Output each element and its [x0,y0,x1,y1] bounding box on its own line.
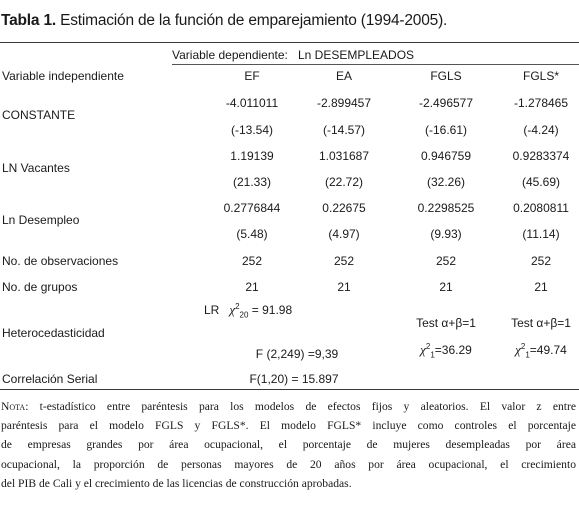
note-line: paréntesis para el modelo FGLS y FGLS*. El modelo FGLS* incluye como controles el porcentaje [1,419,576,433]
value-cell: 21 [439,280,453,294]
chi-symbol: χ [420,342,426,357]
fgls-chi-value: =36.29 [434,343,472,357]
top-rule [0,42,579,43]
bottom-rule [0,389,579,390]
t-stat-cell: (-13.54) [230,123,274,137]
header-rule [172,64,579,65]
t-stat-cell: (4.97) [328,227,360,241]
dependent-variable-label: Variable dependiente: [172,48,288,62]
column-header-fgls: FGLS [430,69,462,83]
chi-subscript: 20 [239,310,249,320]
coef-cell: 0.946759 [420,149,472,163]
t-stat-cell: (9.93) [430,227,462,241]
dependent-variable-value: Ln DESEMPLEADOS [298,48,415,62]
lr-test [204,300,292,322]
chi-subscript: 1 [430,350,435,360]
table-title-text: Estimación de la función de emparejamiento (1994-2005). [55,12,448,29]
row-label-heterocedasticidad: Heterocedasticidad [2,326,105,340]
t-stat-cell: (11.14) [522,227,560,241]
row-label-ln-desempleo: Ln Desempleo [2,213,80,227]
independent-variable-label: Variable independiente [2,69,124,83]
column-header-ea: EA [335,69,353,83]
serial-correlation-value: F(1,20) = 15.897 [249,372,339,386]
column-header-fgls-star: FGLS* [522,69,560,83]
row-label-observaciones: No. de observaciones [2,254,119,268]
fgls-star-test-value [515,340,567,362]
value-cell: 252 [530,254,552,268]
table-number: Tabla 1. [1,12,56,29]
value-cell: 252 [333,254,355,268]
row-label-constante: CONSTANTE [2,108,76,122]
lr-value: = 91.98 [248,303,293,317]
t-stat-cell: (-16.61) [424,123,468,137]
value-cell: 21 [245,280,259,294]
t-stat-cell: (-14.57) [322,123,366,137]
chi-superscript: 2 [425,342,431,351]
note-line: del PIB de Cali y el crecimiento de las licencias de construcción aprobadas. [1,476,352,490]
chi-symbol: χ [515,342,521,357]
fgls-star-chi-value: =49.74 [529,343,567,357]
value-cell: 252 [241,254,263,268]
table-title [1,12,447,30]
t-stat-cell: (-4.24) [523,123,559,137]
note-line: ocupacional, la proporción de personas mayores de 20 años por área ocupacional, el crecimiento [1,457,576,471]
t-stat-cell: (22.72) [324,175,364,189]
coef-cell: 0.2776844 [223,201,281,215]
t-stat-cell: (45.69) [521,175,561,189]
coef-cell: -2.899457 [316,96,372,110]
coef-cell: 0.9283374 [512,149,570,163]
column-header-ef: EF [244,69,260,83]
coef-cell: 0.2298525 [417,201,475,215]
coef-cell: -4.011011 [225,96,279,110]
note-lead: Nota [1,400,26,413]
chi-superscript: 2 [235,302,240,311]
table-note [1,397,576,493]
note-line [1,397,576,416]
chi-superscript: 2 [520,342,526,351]
coef-cell: 1.19139 [230,149,274,163]
row-label-grupos: No. de grupos [2,280,78,294]
fgls-test-label: Test α+β=1 [416,316,476,330]
fgls-star-test-label: Test α+β=1 [511,316,571,330]
note-line-text: : t-estadístico entre paréntesis para los modelos de efectos fijos y aleatorios. El valor z entre [25,400,576,413]
t-stat-cell: (32.26) [426,175,466,189]
value-cell: 21 [337,280,351,294]
t-stat-cell: (5.48) [236,227,268,241]
coef-cell: 0.22675 [322,201,366,215]
value-cell: 252 [435,254,457,268]
f-test: F (2,249) =9,39 [255,347,339,361]
row-label-ln-vacantes: LN Vacantes [2,161,70,175]
coef-cell: 1.031687 [318,149,370,163]
chi-subscript: 1 [525,350,530,360]
coef-cell: -1.278465 [513,96,569,110]
note-line: de empresas grandes por área ocupacional, el porcentaje de mujeres desempleadas por área [1,438,576,452]
t-stat-cell: (21.33) [232,175,272,189]
row-label-correlacion-serial: Correlación Serial [2,372,98,386]
coef-cell: -2.496577 [418,96,474,110]
value-cell: 21 [534,280,548,294]
coef-cell: 0.2080811 [513,201,569,215]
fgls-test-value [420,340,472,362]
lr-prefix: LR [204,303,220,317]
chi-symbol: χ [229,302,236,317]
